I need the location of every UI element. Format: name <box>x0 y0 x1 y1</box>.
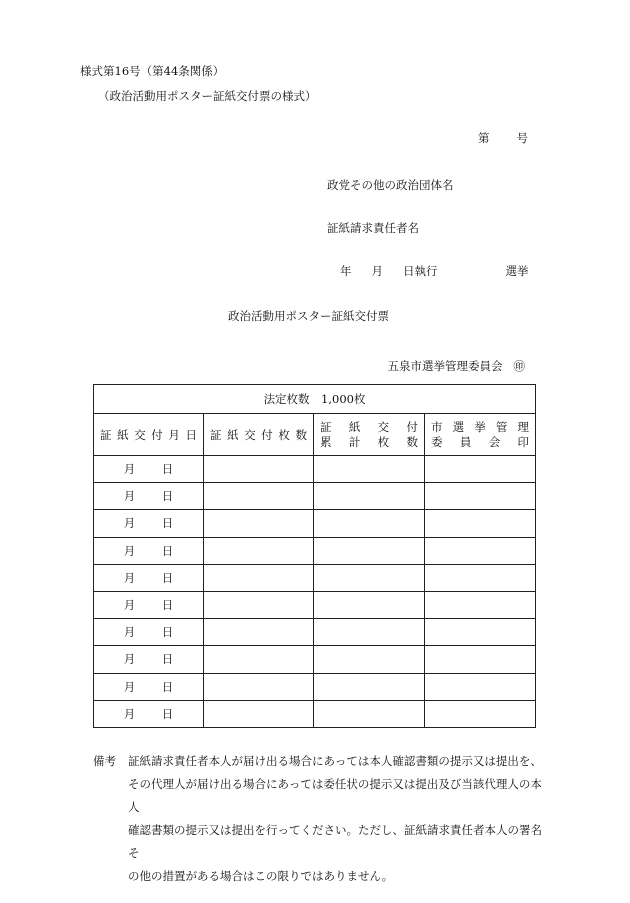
day-label: 日 <box>161 543 174 558</box>
header-issue-date <box>94 414 204 456</box>
legal-count-cell: 法定枚数 1,000枚 <box>94 385 536 414</box>
committee-seal-cell[interactable] <box>425 673 536 700</box>
table-row <box>94 700 536 727</box>
header-cumulative-char: 交 <box>377 419 390 434</box>
issue-date-cell[interactable] <box>94 483 204 510</box>
committee-seal-cell[interactable] <box>425 564 536 591</box>
cumulative-count-cell[interactable] <box>314 537 425 564</box>
issue-count-cell[interactable] <box>204 591 314 618</box>
header-issue-count-char: 交 <box>244 427 256 442</box>
table-row <box>94 483 536 510</box>
header-seal-char: 印 <box>517 434 530 449</box>
header-cumulative-char: 数 <box>406 434 418 449</box>
day-label: 日 <box>161 462 174 477</box>
header-seal-char: 選 <box>452 419 465 434</box>
party-name-label: 政党その他の政治団体名 <box>327 178 454 192</box>
committee-seal-cell[interactable] <box>425 646 536 673</box>
cumulative-count-cell[interactable] <box>314 564 425 591</box>
issue-count-cell[interactable] <box>204 564 314 591</box>
issue-count-cell[interactable] <box>204 510 314 537</box>
issue-number <box>478 133 528 145</box>
election-month: 月 <box>371 264 383 278</box>
header-issue-date-char: 付 <box>151 427 163 442</box>
table-row <box>94 564 536 591</box>
header-committee-seal <box>425 414 536 456</box>
header-cumulative-count <box>314 414 425 456</box>
issuer-name: 五泉市選挙管理委員会 <box>387 359 503 373</box>
header-cumulative-char: 証 <box>320 419 332 434</box>
issue-date-cell[interactable] <box>94 537 204 564</box>
header-seal-char: 理 <box>517 419 529 434</box>
day-label: 日 <box>161 706 174 721</box>
cumulative-count-cell[interactable] <box>314 456 425 483</box>
election-suffix: 選挙 <box>505 264 529 278</box>
seal-mark: ㊞ <box>513 359 525 373</box>
committee-seal-cell[interactable] <box>425 591 536 618</box>
header-cumulative-char: 紙 <box>348 419 361 434</box>
issue-date-cell[interactable] <box>94 591 204 618</box>
table-row <box>94 619 536 646</box>
header-issue-count <box>204 414 314 456</box>
committee-seal-cell[interactable] <box>425 483 536 510</box>
cumulative-count-cell[interactable] <box>314 591 425 618</box>
issue-count-cell[interactable] <box>204 456 314 483</box>
issue-count-cell[interactable] <box>204 700 314 727</box>
remarks-line-1: 証紙請求責任者本人が届け出る場合にあっては本人確認書類の提示又は提出を、 <box>128 754 542 768</box>
remarks-label: 備考 <box>93 754 116 768</box>
stamp-issuance-table <box>93 384 536 728</box>
issue-count-cell[interactable] <box>204 673 314 700</box>
issue-count-cell[interactable] <box>204 483 314 510</box>
remarks-line-4: の他の措置がある場合はこの限りではありません。 <box>128 869 394 883</box>
issuer <box>388 361 526 373</box>
header-issue-date-char: 紙 <box>117 427 129 442</box>
header-issue-date-char: 月 <box>168 427 180 442</box>
issue-number-prefix: 第 <box>478 131 490 145</box>
month-label: 月 <box>123 679 136 694</box>
cumulative-count-cell[interactable] <box>314 700 425 727</box>
month-label: 月 <box>123 543 136 558</box>
election-year: 年 <box>340 264 352 278</box>
header-seal-char: 員 <box>459 434 472 449</box>
issue-count-cell[interactable] <box>204 537 314 564</box>
issue-date-cell[interactable] <box>94 700 204 727</box>
day-label: 日 <box>161 625 174 640</box>
remarks-line-2: その代理人が届け出る場合にあっては委任状の提示又は提出及び当該代理人の本人 <box>128 777 542 814</box>
cumulative-count-cell[interactable] <box>314 619 425 646</box>
table-row <box>94 537 536 564</box>
issue-date-cell[interactable] <box>94 646 204 673</box>
table-row <box>94 673 536 700</box>
header-seal-char: 管 <box>495 419 508 434</box>
issue-count-cell[interactable] <box>204 646 314 673</box>
header-seal-char: 委 <box>431 434 443 449</box>
election-date-line <box>340 266 529 278</box>
remarks <box>93 750 553 888</box>
header-seal-char: 会 <box>488 434 501 449</box>
form-number: 様式第16号（第44条関係） <box>80 64 225 78</box>
committee-seal-cell[interactable] <box>425 537 536 564</box>
month-label: 月 <box>123 570 136 585</box>
header-seal-char: 挙 <box>474 419 486 434</box>
table-row <box>94 591 536 618</box>
month-label: 月 <box>123 462 136 477</box>
header-issue-date-char: 証 <box>100 427 112 442</box>
day-label: 日 <box>161 489 174 504</box>
header-issue-count-char: 数 <box>295 427 307 442</box>
day-label: 日 <box>161 679 174 694</box>
month-label: 月 <box>123 706 136 721</box>
cumulative-count-cell[interactable] <box>314 673 425 700</box>
issue-date-cell[interactable] <box>94 619 204 646</box>
document-title: 政治活動用ポスター証紙交付票 <box>228 309 389 323</box>
month-label: 月 <box>123 598 136 613</box>
header-seal-char: 市 <box>431 419 443 434</box>
day-label: 日 <box>161 570 174 585</box>
header-issue-count-char: 枚 <box>278 427 290 442</box>
committee-seal-cell[interactable] <box>425 456 536 483</box>
table-row <box>94 510 536 537</box>
committee-seal-cell[interactable] <box>425 619 536 646</box>
month-label: 月 <box>123 489 136 504</box>
day-label: 日 <box>161 652 174 667</box>
header-cumulative-char: 計 <box>348 434 361 449</box>
month-label: 月 <box>123 516 136 531</box>
day-label: 日 <box>161 516 174 531</box>
table-row <box>94 456 536 483</box>
header-issue-count-char: 紙 <box>227 427 239 442</box>
issue-count-cell[interactable] <box>204 619 314 646</box>
form-subtitle: （政治活動用ポスター証紙交付票の様式） <box>98 89 317 103</box>
table-row <box>94 646 536 673</box>
committee-seal-cell[interactable] <box>425 700 536 727</box>
election-day: 日執行 <box>403 264 438 278</box>
header-cumulative-char: 枚 <box>377 434 390 449</box>
day-label: 日 <box>161 598 174 613</box>
issue-date-cell[interactable] <box>94 456 204 483</box>
header-issue-count-char: 付 <box>261 427 273 442</box>
committee-seal-cell[interactable] <box>425 510 536 537</box>
header-issue-date-char: 交 <box>134 427 146 442</box>
issue-date-cell[interactable] <box>94 673 204 700</box>
cumulative-count-cell[interactable] <box>314 510 425 537</box>
issue-number-suffix: 号 <box>516 131 528 145</box>
issue-date-cell[interactable] <box>94 564 204 591</box>
month-label: 月 <box>123 625 136 640</box>
cumulative-count-cell[interactable] <box>314 646 425 673</box>
header-issue-date-char: 日 <box>185 427 197 442</box>
requester-name-label: 証紙請求責任者名 <box>327 221 419 235</box>
remarks-line-3: 確認書類の提示又は提出を行ってください。ただし、証紙請求責任者本人の署名そ <box>128 823 542 860</box>
header-cumulative-char: 累 <box>320 434 332 449</box>
month-label: 月 <box>123 652 136 667</box>
header-cumulative-char: 付 <box>406 419 418 434</box>
issue-date-cell[interactable] <box>94 510 204 537</box>
cumulative-count-cell[interactable] <box>314 483 425 510</box>
header-issue-count-char: 証 <box>210 427 222 442</box>
